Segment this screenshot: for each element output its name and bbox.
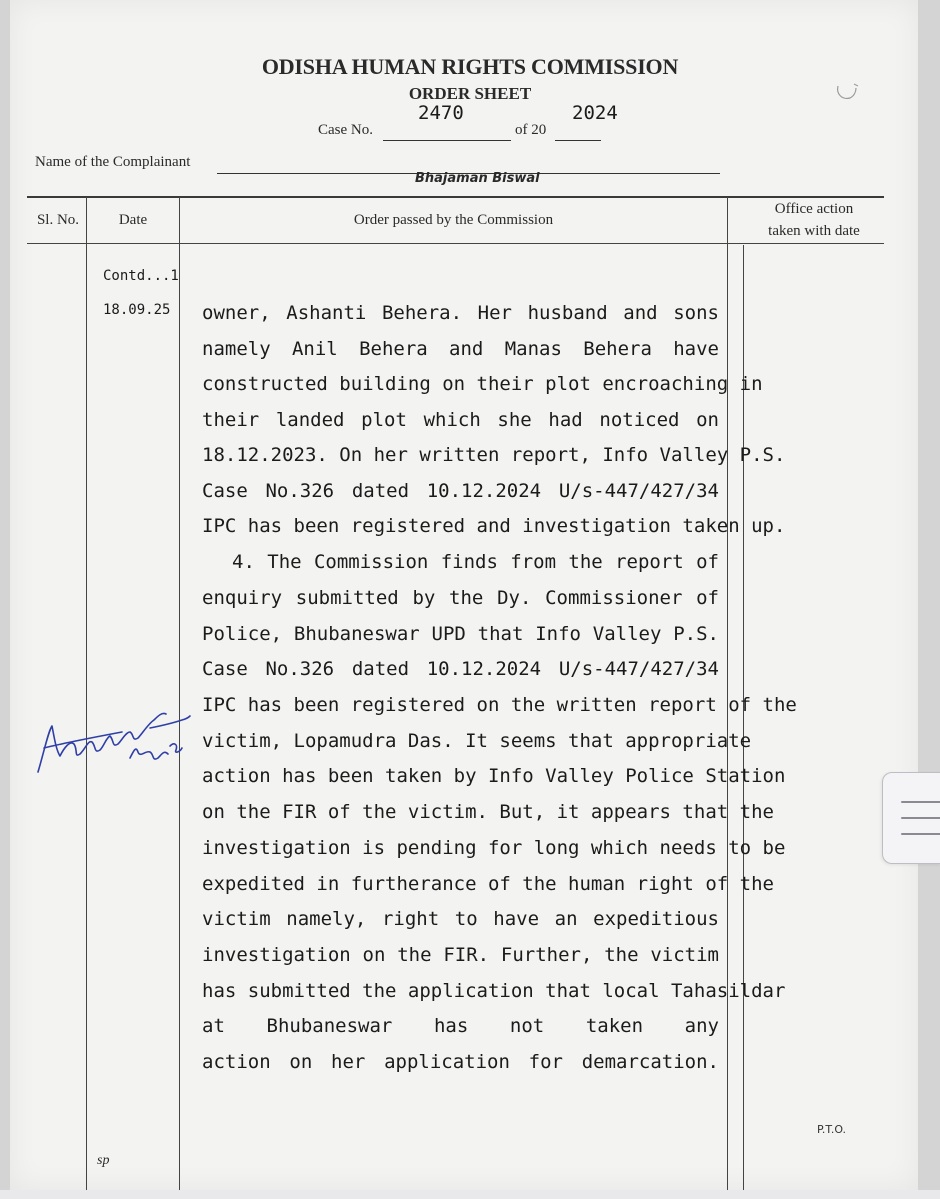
order-line: victim namely, right to have an expeditious xyxy=(202,908,719,930)
menu-bar-line xyxy=(901,833,940,835)
order-line: owner, Ashanti Behera. Her husband and sons xyxy=(202,302,719,324)
order-line: action has been taken by Info Valley Police Station xyxy=(202,765,786,787)
order-line: Case No.326 dated 10.12.2024 U/s-447/427/34 xyxy=(202,658,719,680)
case-number: 2470 xyxy=(418,102,464,124)
please-turn-over: P.T.O. xyxy=(817,1123,847,1136)
order-line: constructed building on their plot encroaching in xyxy=(202,373,763,395)
order-line: IPC has been registered and investigation taken up. xyxy=(202,515,786,537)
continued-marker: Contd...1 xyxy=(103,268,179,284)
paper-mark xyxy=(832,80,862,104)
paragraph-4-start: 4. The Commission finds from the report of xyxy=(232,551,719,573)
header-date: Date xyxy=(118,212,148,228)
initials-sp: sp xyxy=(97,1153,110,1168)
order-line: has submitted the application that local Tahasildar xyxy=(202,980,786,1002)
case-no-label: Case No. xyxy=(318,122,373,138)
sheet-title: ORDER SHEET xyxy=(408,84,532,103)
case-year: 2024 xyxy=(572,102,618,124)
order-line: IPC has been registered on the written report of the xyxy=(202,694,797,716)
table-top-rule xyxy=(27,196,884,198)
of-year-label: of 20 xyxy=(515,122,547,138)
case-no-line xyxy=(383,140,511,141)
menu-bar-line xyxy=(901,817,940,819)
table-header-rule xyxy=(27,243,884,244)
menu-bar-line xyxy=(901,801,940,803)
order-line: action on her application for demarcation. xyxy=(202,1051,719,1073)
header-office-action-2: taken with date xyxy=(768,223,860,239)
handwritten-signature xyxy=(30,692,195,782)
complainant-label: Name of the Complainant xyxy=(35,154,191,170)
order-line: Case No.326 dated 10.12.2024 U/s-447/427/34 xyxy=(202,480,719,502)
header-sl-no: Sl. No. xyxy=(36,212,80,228)
order-line: victim, Lopamudra Das. It seems that appropriate xyxy=(202,730,752,752)
commission-title: ODISHA HUMAN RIGHTS COMMISSION xyxy=(261,54,679,79)
order-line: investigation on the FIR. Further, the victim xyxy=(202,944,719,966)
order-line: their landed plot which she had noticed on xyxy=(202,409,719,431)
order-line: at Bhubaneswar has not taken any xyxy=(202,1015,719,1037)
complainant-name: Bhajaman Biswal xyxy=(415,171,540,186)
year-line xyxy=(555,140,601,141)
header-order: Order passed by the Commission xyxy=(353,212,554,228)
order-line: investigation is pending for long which needs to be xyxy=(202,837,786,859)
order-line: expedited in furtherance of the human right of the xyxy=(202,873,774,895)
order-date: 18.09.25 xyxy=(103,302,171,318)
bottom-strip xyxy=(0,1190,940,1199)
header-office-action-1: Office action xyxy=(774,201,854,217)
order-line: on the FIR of the victim. But, it appears that the xyxy=(202,801,774,823)
order-line: 18.12.2023. On her written report, Info Valley P.S. xyxy=(202,444,786,466)
order-line: enquiry submitted by the Dy. Commissioner of xyxy=(202,587,719,609)
order-line: Police, Bhubaneswar UPD that Info Valley P.S. xyxy=(202,623,719,645)
side-menu-handle[interactable] xyxy=(882,772,940,864)
order-line: namely Anil Behera and Manas Behera have xyxy=(202,338,719,360)
